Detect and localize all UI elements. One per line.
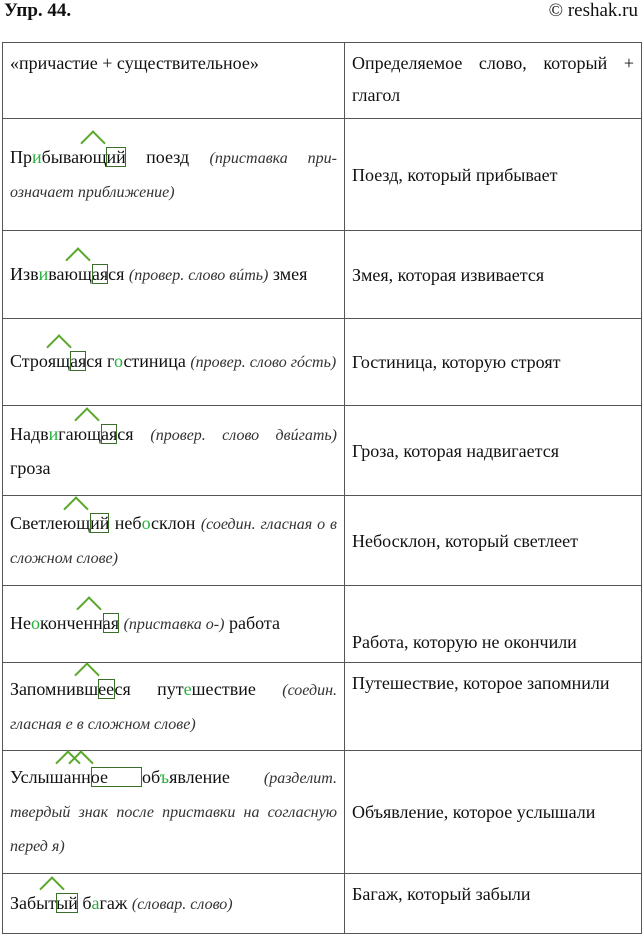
definition-cell: Объявление, которое услышали — [345, 751, 642, 874]
participle-phrase-cell — [3, 586, 345, 663]
word-part: б — [77, 892, 92, 913]
participle-phrase-cell — [3, 663, 345, 751]
word-part: ся г — [86, 351, 114, 371]
word-part: Не — [10, 613, 31, 633]
explanation-note: (провер. слово двúгать) — [150, 426, 337, 444]
suffix-mark: ящ — [47, 351, 70, 371]
table-row — [3, 751, 642, 874]
word-part: быва — [41, 146, 80, 167]
explanation-note: (приставка о-) — [123, 616, 225, 633]
suffix-mark: ющ — [64, 263, 92, 284]
table-row — [3, 496, 642, 586]
highlighted-letter: о — [113, 351, 124, 371]
participle-phrase-cell — [3, 231, 345, 319]
header-right: Определяемое слово, который + глагол — [345, 43, 642, 119]
definition-cell: Змея, которая извивается — [345, 231, 642, 319]
participle-phrase-cell — [3, 874, 345, 934]
highlighted-letter: и — [32, 146, 42, 167]
word-part: ва — [48, 263, 65, 284]
word-part: Надв — [10, 423, 49, 444]
participle-phrase-cell — [3, 119, 345, 231]
highlighted-letter: ъ — [159, 767, 170, 787]
definition-cell: Поезд, который прибывает — [345, 119, 642, 231]
noun-word: гроза — [10, 457, 51, 478]
participle-phrase-cell — [3, 496, 345, 586]
participle-phrase-cell — [3, 751, 345, 874]
word-part: Услыш — [10, 767, 64, 787]
word-part: Забы — [10, 892, 49, 913]
suffix-mark: нн — [71, 767, 91, 787]
word-part: гаж — [99, 892, 132, 913]
ending-mark: ий — [90, 512, 110, 533]
highlighted-letter: а — [91, 892, 100, 913]
ending-mark: ая — [70, 351, 87, 371]
explanation-note: (соедин. гласная е в сложном слове) — [10, 681, 337, 733]
site-watermark: © reshak.ru — [548, 0, 638, 21]
word-part: об — [142, 767, 160, 787]
table-row — [3, 406, 642, 496]
suffix-mark: ющ — [79, 146, 107, 167]
definition-cell: Путешествие, которое запомнили — [345, 663, 642, 751]
ending-mark: ая — [91, 263, 109, 284]
table-row — [3, 119, 642, 231]
table-row — [3, 663, 642, 751]
word-part: склон — [151, 512, 201, 533]
suffix-mark: ющ — [73, 423, 101, 444]
table-row — [3, 586, 642, 663]
explanation-note: (соедин. гласная о в сложном слове) — [10, 515, 337, 567]
highlighted-letter: и — [48, 423, 59, 444]
explanation-note: (приставка при- означает приближение) — [10, 149, 337, 201]
highlighted-letter: о — [141, 512, 152, 533]
participle-phrase-cell — [3, 319, 345, 406]
explanation-note: (словар. слово) — [131, 895, 233, 913]
explanation-note: (провер. слово вúть) — [128, 266, 269, 284]
definition-cell: Гостиница, которую строят — [345, 319, 642, 406]
explanation-note: (разделит. твердый знак после приставки на согласную перед я) — [10, 770, 337, 855]
answer-table — [2, 42, 642, 934]
table-row — [3, 231, 642, 319]
definition-cell: Гроза, которая надвигается — [345, 406, 642, 496]
word-part: шествие — [191, 678, 283, 699]
word-part: Стро — [10, 351, 48, 371]
noun-word: работа — [224, 613, 280, 633]
word-part: стиница — [123, 351, 191, 371]
definition-cell: Багаж, который забыли — [345, 874, 642, 934]
ending-mark: ый — [56, 892, 78, 913]
word-part: Светле — [10, 512, 63, 533]
suffix-mark: ющ — [62, 512, 91, 533]
table-row — [3, 874, 642, 934]
suffix-mark: вш — [75, 678, 99, 699]
word-part: га — [58, 423, 74, 444]
highlighted-letter: и — [38, 263, 49, 284]
word-part: конч — [40, 613, 76, 633]
table-row — [3, 319, 642, 406]
word-part: ся пут — [114, 678, 184, 699]
ending-mark: ий — [106, 146, 126, 167]
suffix-mark: т — [48, 892, 57, 913]
word-part: неб — [109, 512, 142, 533]
word-part: явление — [169, 767, 264, 787]
definition-cell: Работа, которую не окончили — [345, 586, 642, 663]
word-part: Запомни — [10, 678, 76, 699]
table-header-row — [3, 43, 642, 119]
word-part: ся — [108, 263, 129, 284]
noun-word: змея — [268, 263, 308, 284]
ending-mark: ее — [98, 678, 115, 699]
exercise-title: Упр. 44. — [4, 0, 72, 21]
ending-mark: ая — [102, 613, 120, 633]
word-part: поезд — [125, 146, 210, 167]
header-left: «причастие + существительное» — [3, 43, 345, 119]
explanation-note: (провер. слово гóсть) — [190, 354, 337, 371]
suffix-mark: а — [63, 767, 72, 787]
highlighted-letter: о — [31, 613, 40, 633]
word-part: ся — [117, 423, 151, 444]
participle-phrase-cell — [3, 406, 345, 496]
word-part: Изв — [10, 263, 39, 284]
ending-mark: ое — [90, 767, 143, 787]
definition-cell: Небосклон, который светлеет — [345, 496, 642, 586]
word-part: Пр — [10, 146, 32, 167]
highlighted-letter: е — [183, 678, 192, 699]
ending-mark: ая — [100, 423, 118, 444]
suffix-mark: енн — [75, 613, 103, 633]
